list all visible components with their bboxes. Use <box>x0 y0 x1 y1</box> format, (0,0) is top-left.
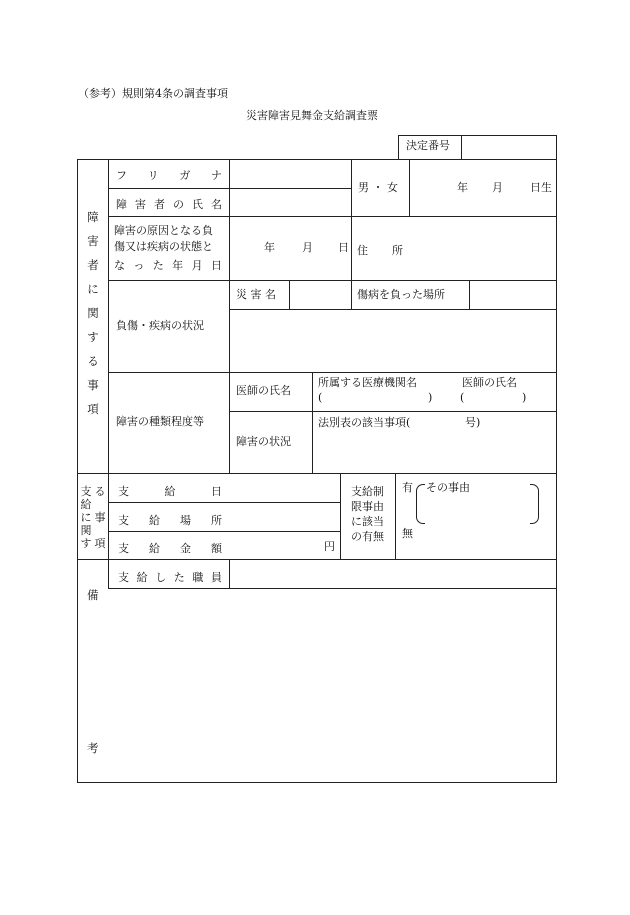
disaster-name-label: 災 害 名 <box>236 288 276 301</box>
sex-selector[interactable]: 男 ・ 女 <box>358 181 398 194</box>
doctor-close-paren: ) <box>522 391 527 404</box>
birth-month-label: 月 <box>492 181 503 194</box>
institution-open-paren: ( <box>318 391 323 404</box>
restriction-no-option[interactable]: 無 <box>402 527 413 540</box>
injury-place-input[interactable] <box>471 282 555 308</box>
doctor-name-right-label: 医師の氏名 <box>462 376 517 389</box>
disability-type-label: 障害の種類程度等 <box>116 415 204 428</box>
institution-input[interactable] <box>324 391 424 407</box>
doctor-name-label: 医師の氏名 <box>236 384 291 397</box>
victim-name-input[interactable] <box>231 190 349 215</box>
decision-number-input[interactable] <box>463 137 555 157</box>
payment-amount-label: 支 給 金 額 <box>118 542 222 555</box>
victim-name-label: 障 害 者 の 氏 名 <box>116 198 222 211</box>
payment-place-input[interactable] <box>231 504 338 530</box>
disability-status-input[interactable] <box>314 433 555 471</box>
reference-note: （参考）規則第4条の調査事項 <box>78 87 228 100</box>
reason-close-bracket <box>530 484 539 524</box>
remarks-label-bottom: 考 <box>87 741 99 755</box>
paying-staff-label: 支 給 し た 職 員 <box>118 571 222 584</box>
remarks-label-top: 備 <box>87 588 99 602</box>
reason-open-bracket <box>416 484 425 524</box>
appendix-number-input[interactable] <box>425 414 463 430</box>
appendix-item-label: 法別表の該当事項( <box>318 416 411 429</box>
reason-input[interactable] <box>426 498 528 520</box>
decision-number-label: 決定番号 <box>406 139 450 152</box>
appendix-number-suffix: 号) <box>465 416 481 429</box>
furigana-label: フ リ ガ ナ <box>116 169 222 182</box>
birth-day-label: 日生 <box>530 181 552 194</box>
paying-staff-input[interactable] <box>231 561 555 587</box>
victim-section-label: 障 害 者 に 関 す る 事 項 <box>87 210 99 416</box>
address-input[interactable] <box>410 218 555 279</box>
address-label: 住 所 <box>357 244 403 257</box>
injury-status-label: 負傷・疾病の状況 <box>116 319 204 332</box>
institution-label: 所属する医療機関名 <box>318 376 417 389</box>
remarks-input[interactable] <box>110 590 555 781</box>
institution-close-paren: ) <box>428 391 433 404</box>
disaster-name-input[interactable] <box>291 282 349 308</box>
injury-status-input[interactable] <box>231 311 555 371</box>
restriction-yes-option[interactable]: 有 <box>402 481 413 494</box>
payment-place-label: 支 給 場 所 <box>118 514 222 527</box>
payment-date-input[interactable] <box>231 475 338 501</box>
injury-place-label: 傷病を負った場所 <box>357 288 445 301</box>
disability-status-label: 障害の状況 <box>236 435 291 448</box>
reason-label: その事由 <box>426 481 470 494</box>
payment-amount-input[interactable] <box>231 533 321 558</box>
yen-unit: 円 <box>324 540 335 553</box>
payment-date-label: 支 給 日 <box>118 485 222 498</box>
doctor-name-input[interactable] <box>468 391 518 407</box>
form-title: 災害障害見舞金支給調査票 <box>246 109 378 122</box>
furigana-input[interactable] <box>231 161 349 187</box>
birth-year-label: 年 <box>457 181 468 194</box>
doctor-open-paren: ( <box>460 391 465 404</box>
